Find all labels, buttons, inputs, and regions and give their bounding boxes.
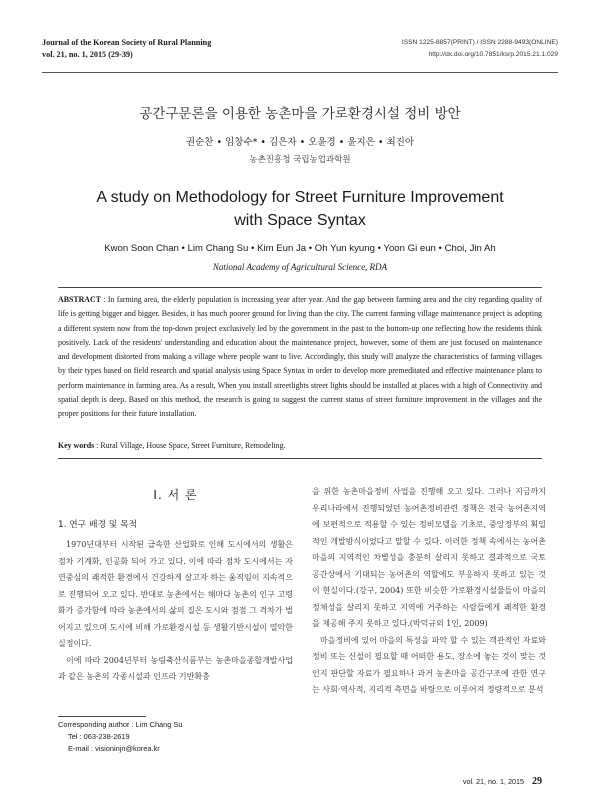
abstract-divider-bottom <box>58 458 542 459</box>
english-authors: Kwon Soon Chan • Lim Chang Su • Kim Eun Ja • Oh Yun kyung • Yoon Gi eun • Choi, Jin Ah <box>104 243 496 254</box>
page-number: 29 <box>532 776 542 787</box>
korean-title: 공간구문론을 이용한 농촌마을 가로환경시설 정비 방안 <box>139 106 461 122</box>
abstract-divider-top <box>58 287 542 288</box>
body-paragraph: 을 위한 농촌마을정비 사업을 진행해 오고 있다. 그러나 지금까지 우리나라에서 진행되었던 농어촌정비관련 정책은 전국 농어촌지역에 보편적으로 적용할 수 있는 정비모델을 기초로, 중앙정부의 획일적인 개발방식이었다고 말할 수 있다. 이러한 정책 속에서는 농어촌마을의 지역적인 차별성을 충분히 살리지 못하고 결과적으로 국토공간상에서 기대되는 농어촌의 역할에도 부응하지 못하고 있는 것이 현실이다.(강구, 2004) 또한 비슷한 가로환경시설물들이 마을의 정체성을 살리지 못하고 지역에 거주하는 사람들에게 쾌적한 환경을 제공해 주지 못하고 있다.(박덕규외 1인, 2009) <box>312 487 546 628</box>
subsection-title: 1. 연구 배경 및 목적 <box>58 520 138 530</box>
footnote-divider <box>58 716 146 717</box>
volume-info: vol. 21, no. 1, 2015 (29-39) <box>42 49 133 59</box>
abstract-label: ABSTRACT <box>58 295 101 304</box>
keywords-text: : Rural Village, House Space, Street Furniture, Remodeling. <box>96 441 286 450</box>
header-divider <box>42 72 558 73</box>
english-title <box>0 186 600 232</box>
journal-name: Journal of the Korean Society of Rural Planning <box>42 38 212 47</box>
keywords <box>58 441 542 450</box>
korean-affiliation: 농촌진흥청 국립농업과학원 <box>249 155 351 165</box>
page-footer <box>463 776 542 787</box>
right-column-body <box>312 484 546 699</box>
body-paragraph: 마을정비에 있어 마을의 특성을 파악 할 수 있는 객관적인 자료와 정비 또는 신설이 필요할 때 어떠한 용도, 장소에 놓는 것이 맞는 것인지 판단할 자료가 필요하나 과거 농촌마을 공간구조에 관한 연구는 사회·역사적, 지리적 측면을 바탕으로 이루어져 정량적으로 분석 <box>312 635 546 694</box>
issn-text: ISSN 1225-8857(PRINT) / ISSN 2288-9493(ONLINE) <box>401 39 558 46</box>
footer-volume: vol. 21, no. 1, 2015 <box>462 777 524 786</box>
english-title-line1: A study on Methodology for Street Furniture Improvement <box>96 189 504 206</box>
keywords-label: Key words <box>58 441 95 450</box>
english-title-line2: with Space Syntax <box>234 212 366 229</box>
issn-block <box>402 37 558 60</box>
author-email[interactable]: E-mail : visioninjn@korea.kr <box>68 744 160 753</box>
abstract-text: : In farming area, the elderly population is increasing year after year. And the gap between farming area and the city regarding quality of life is getting bigger and bigger. Besides, it has much poorer ground for living than the city. The current farming village maintenance project is adopting a different system now from the top-down project exclusively led by the government in the past to the bottom-up one reflecting how the residents think positively. Lack of the residents' understanding and education about the maintenance project, however, some of them are just focused on maintenance and development distorted from making a village where people want to live. Accordingly, this study will analyze the characteristics of farming villages by their types based on field research and spatial analysis using Space Syntax in order to develop more premeditated and effective maintenance plans to perform maintenance in farming area. As a result, When you install streetlights street lights should be installed at places with a high of Connectivity and spatial depth is deep. Based on this method, the research is going to suggest the current status of street furniture improvement in the villages and the proper positions for their future installation. <box>58 295 542 419</box>
body-paragraph: 이에 따라 2004년부터 농림축산식품부는 농촌마을종합개발사업과 같은 농촌의 각종시설과 인프라 기반확충 <box>58 655 293 681</box>
corresponding-author: Corresponding author : Lim Chang Su <box>58 720 183 729</box>
english-affiliation: National Academy of Agricultural Science, RDA <box>212 262 388 272</box>
author-phone: Tel : 063-238-2619 <box>68 732 130 741</box>
korean-authors: 권순찬 • 임창수* • 김은자 • 오윤경 • 윤지은 • 최진아 <box>185 137 415 148</box>
abstract <box>58 293 542 422</box>
body-paragraph: 1970년대부터 시작된 급속한 산업화로 인해 도시에서의 생활은 점차 기계화, 인공화 되어 가고 있다. 이에 따라 점차 도시에서는 자연중심의 쾌적한 환경에서 건강하게 살고자 하는 움직임이 지속적으로 진행되어 오고 있다. 반대로 농촌에서는 해마다 농촌의 인구 고령화가 증가함에 따라 농촌에서의 삶의 질은 도시와 점점 그 격차가 벌어지고 있으며 도시에 비해 가로환경시설 등 생활기반시설이 열악한 실정이다. <box>58 540 293 648</box>
doi-link[interactable]: http://dx.doi.org/10.7851/ksrp.2015.21.1.029 <box>428 50 558 58</box>
footnote <box>58 719 182 755</box>
left-column-body <box>58 537 293 686</box>
section-title: Ⅰ. 서 론 <box>153 488 198 502</box>
journal-header <box>42 37 211 60</box>
